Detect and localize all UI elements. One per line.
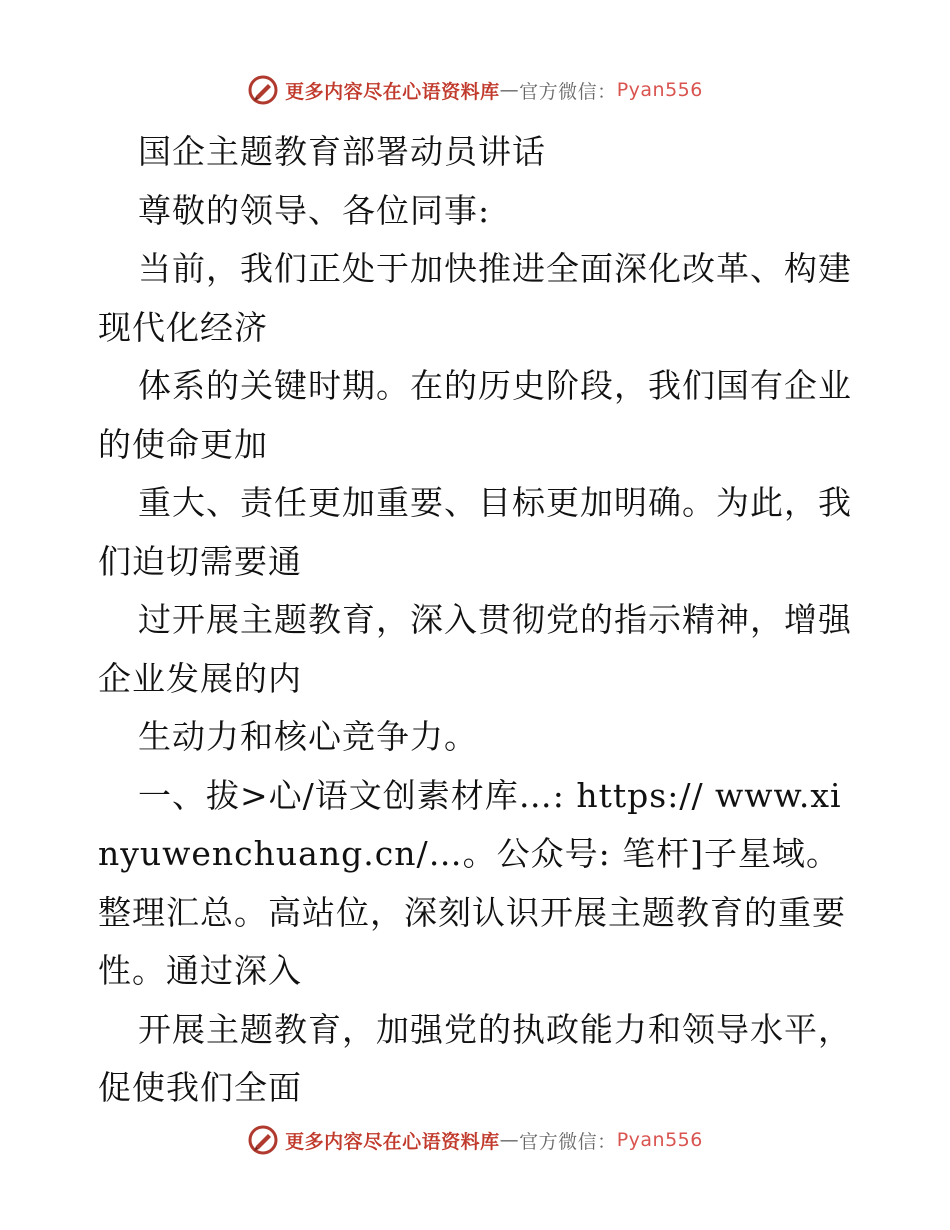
paragraph: 过开展主题教育，深入贯彻党的指示精神，增强企业发展的内 [98, 600, 852, 698]
document-body [98, 123, 858, 1118]
banner-account: Pyan556 [616, 79, 703, 101]
banner-official: 官方微信： [519, 80, 617, 103]
paragraph: 重大、责任更加重要、目标更加明确。为此，我们迫切需要通 [98, 483, 852, 581]
header-banner [0, 70, 950, 110]
pen-circle-icon [247, 1124, 279, 1156]
pen-circle-icon [247, 74, 279, 106]
document-title: 国企主题教育部署动员讲话 [138, 132, 546, 171]
banner-lead: 更多内容尽在心语资料库 [285, 80, 500, 103]
banner-account: Pyan556 [616, 1129, 703, 1151]
paragraph: 开展主题教育，加强党的执政能力和领导水平，促使我们全面 [98, 1009, 852, 1107]
paragraph: 体系的关键时期。在的历史阶段，我们国有企业的使命更加 [98, 366, 852, 464]
banner-dash: — [499, 1129, 520, 1151]
banner-official: 官方微信： [519, 1130, 617, 1153]
salutation: 尊敬的领导、各位同事: [138, 190, 491, 230]
paragraph: 生动力和核心竞争力。 [138, 717, 478, 756]
banner-dash: — [499, 79, 520, 101]
paragraph: 当前，我们正处于加快推进全面深化改革、构建现代化经济 [98, 249, 852, 347]
footer-banner [0, 1120, 950, 1160]
banner-lead: 更多内容尽在心语资料库 [285, 1130, 500, 1153]
section-heading: 一、拔>心/语文创素材库…: https:// www.xinyuwenchuang.cn/…。公众号: 笔杆]子星域。整理汇总。高站位，深刻认识开展主题教育的重要性。通过深入 [98, 775, 846, 990]
